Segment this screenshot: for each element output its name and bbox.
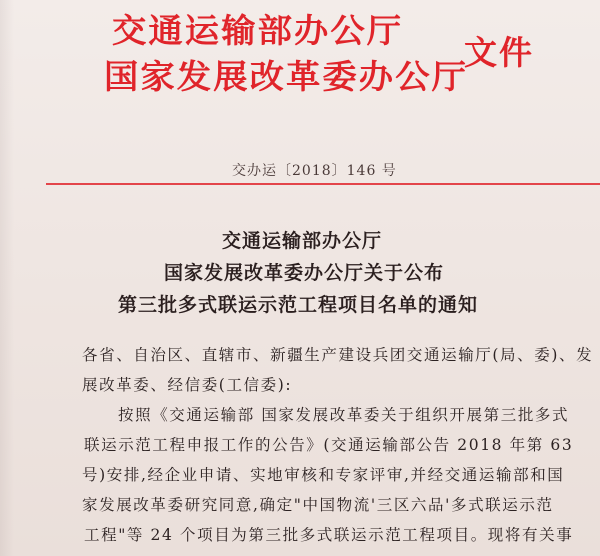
red-separator-line [46,183,600,185]
body-line-4: 联运示范工程申报工作的公告》(交通运输部公告 2018 年第 63 [84,436,574,454]
issuing-org-1: 交通运输部办公厅 [112,11,404,50]
body-line-5: 号)安排,经企业申请、实地审核和专家评审,并经交通运输部和国 [82,466,565,484]
title-line-3: 第三批多式联运示范工程项目名单的通知 [118,294,479,316]
title-line-1: 交通运输部办公厅 [222,230,383,252]
body-line-2: 展改革委、经信委(工信委): [82,376,293,394]
issuing-org-2: 国家发展改革委办公厅 [104,57,468,96]
body-line-6: 家发展改革委研究同意,确定"中国物流'三区六品'多式联运示范 [82,496,554,514]
body-line-1: 各省、自治区、直辖市、新疆生产建设兵团交通运输厅(局、委)、发 [82,346,594,364]
red-header [0,0,600,110]
document-number: 交办运〔2018〕146 号 [232,163,397,179]
body-line-7: 工程"等 24 个项目为第三批多式联运示范工程项目。现将有关事 [84,526,574,544]
doc-type-label: 文件 [464,33,534,72]
title-line-2: 国家发展改革委办公厅关于公布 [164,262,445,284]
body-line-3: 按照《交通运输部 国家发展改革委关于组织开展第三批多式 [118,406,570,424]
